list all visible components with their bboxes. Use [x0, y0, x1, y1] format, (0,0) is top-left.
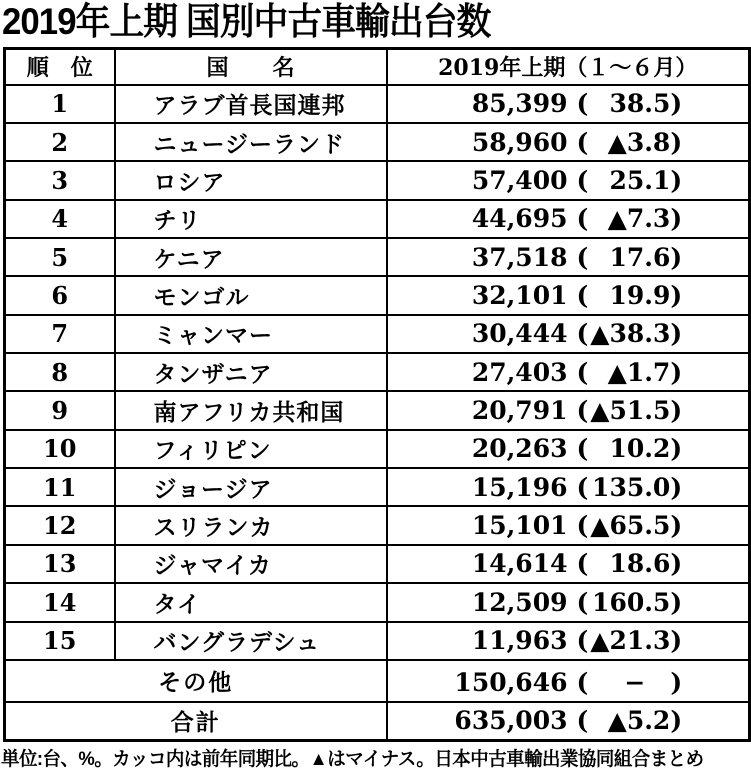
footnote: 単位:台、%。カッコ内は前年同期比。▲はマイナス。日本中古車輸出業協同組合まとめ	[1, 749, 704, 768]
paren-close: )	[670, 626, 683, 656]
country-name: タンザニア	[153, 360, 273, 388]
col-header-country: 国 名	[115, 49, 387, 85]
rank-cell	[5, 468, 115, 506]
export-count: 32,101	[471, 280, 568, 310]
country-cell	[115, 276, 387, 314]
country-cell	[115, 430, 387, 468]
country-name: アラブ首長国連邦	[153, 92, 346, 120]
export-count: 20,791	[471, 396, 568, 426]
paren-close: )	[670, 706, 683, 736]
rank-cell	[5, 506, 115, 544]
rank-value: 2	[51, 127, 69, 157]
rank-cell	[5, 545, 115, 583]
paren-open: (	[576, 511, 589, 541]
rank-cell	[5, 123, 115, 161]
yoy-change: ▲1.7	[607, 357, 671, 387]
rank-value: 7	[51, 319, 69, 349]
value-cell	[387, 161, 750, 199]
paren-open: (	[576, 165, 589, 195]
summary-label-cell	[5, 660, 387, 702]
value-cell	[387, 468, 750, 506]
rank-value: 1	[51, 89, 69, 119]
table-row	[5, 315, 750, 353]
country-cell	[115, 545, 387, 583]
value-cell	[387, 583, 750, 621]
country-cell	[115, 506, 387, 544]
col-header-rank: 順 位	[5, 49, 115, 85]
table-row	[5, 200, 750, 238]
country-name: ロシア	[153, 168, 226, 196]
paren-close: )	[670, 319, 683, 349]
rank-value: 8	[51, 357, 69, 387]
value-group	[426, 549, 706, 578]
value-group	[426, 243, 706, 272]
export-count: 30,444	[471, 319, 568, 349]
paren-open: (	[576, 242, 589, 272]
paren-close: )	[670, 434, 683, 464]
value-cell	[387, 545, 750, 583]
table-row	[5, 238, 750, 276]
export-count: 27,403	[471, 357, 568, 387]
header-row	[5, 49, 750, 85]
value-cell	[387, 430, 750, 468]
yoy-change: ▲21.3	[590, 626, 671, 656]
country-cell	[115, 238, 387, 276]
yoy-change: 19.9	[609, 280, 671, 310]
table-row	[5, 430, 750, 468]
country-cell	[115, 468, 387, 506]
summary-label: その他	[158, 669, 234, 697]
rank-cell	[5, 583, 115, 621]
export-count: 12,509	[471, 587, 568, 617]
rank-value: 5	[51, 242, 69, 272]
value-group	[426, 473, 706, 502]
value-cell	[387, 622, 750, 660]
country-cell	[115, 353, 387, 391]
yoy-change: ▲51.5	[590, 396, 671, 426]
export-count: 57,400	[471, 165, 568, 195]
rank-value: 15	[43, 626, 77, 656]
value-group	[426, 204, 706, 233]
table-row	[5, 123, 750, 161]
paren-open: (	[576, 357, 589, 387]
value-group	[426, 663, 706, 699]
export-count: 20,263	[471, 434, 568, 464]
yoy-change: ▲5.2	[607, 706, 671, 736]
export-count: 11,963	[471, 626, 568, 656]
table-body	[5, 85, 750, 741]
paren-open: (	[576, 667, 589, 697]
value-cell	[387, 391, 750, 429]
country-cell	[115, 391, 387, 429]
country-name: 南アフリカ共和国	[153, 399, 345, 427]
value-cell	[387, 276, 750, 314]
yoy-change: 10.2	[609, 434, 671, 464]
country-cell	[115, 622, 387, 660]
country-name: タイ	[153, 590, 202, 618]
country-cell	[115, 583, 387, 621]
yoy-change: 135.0	[592, 472, 671, 502]
value-cell	[387, 315, 750, 353]
paren-close: )	[670, 587, 683, 617]
rank-value: 6	[51, 280, 69, 310]
country-name: ニュージーランド	[153, 130, 346, 158]
country-name: ケニア	[153, 245, 225, 273]
paren-close: )	[670, 667, 683, 697]
table-row	[5, 85, 750, 123]
country-cell	[115, 200, 387, 238]
export-count: 85,399	[471, 89, 568, 119]
table-row	[5, 468, 750, 506]
rank-cell	[5, 622, 115, 660]
yoy-change: 160.5	[592, 587, 671, 617]
export-count: 14,614	[471, 549, 568, 579]
rank-value: 3	[51, 165, 69, 195]
value-group	[426, 511, 706, 540]
paren-open: (	[576, 127, 589, 157]
table-header	[5, 49, 750, 85]
country-cell	[115, 85, 387, 123]
rank-cell	[5, 276, 115, 314]
yoy-change: 38.5	[609, 89, 671, 119]
table-row	[5, 391, 750, 429]
table-row	[5, 276, 750, 314]
export-count: 58,960	[471, 127, 568, 157]
rank-value: 14	[43, 587, 77, 617]
country-name: ミャンマー	[153, 322, 274, 350]
table-row	[5, 353, 750, 391]
paren-open: (	[576, 587, 589, 617]
yoy-change: −	[624, 667, 671, 697]
paren-close: )	[670, 204, 683, 234]
paren-close: )	[670, 396, 683, 426]
value-cell	[387, 85, 750, 123]
value-cell	[387, 660, 750, 702]
rank-cell	[5, 315, 115, 353]
export-count: 150,646	[454, 667, 568, 697]
paren-open: (	[576, 626, 589, 656]
yoy-change: ▲65.5	[590, 511, 671, 541]
value-cell	[387, 506, 750, 544]
rank-cell	[5, 161, 115, 199]
export-count: 635,003	[454, 706, 568, 736]
paren-close: )	[670, 165, 683, 195]
value-group	[426, 626, 706, 655]
paren-close: )	[670, 242, 683, 272]
rank-value: 13	[43, 549, 77, 579]
export-count: 37,518	[471, 242, 568, 272]
value-cell	[387, 123, 750, 161]
rank-value: 10	[43, 434, 77, 464]
table-row	[5, 161, 750, 199]
value-group	[426, 319, 706, 348]
country-name: バングラデシュ	[153, 629, 321, 657]
value-group	[426, 588, 706, 617]
paren-open: (	[576, 89, 589, 119]
value-group	[426, 706, 706, 735]
table-row	[5, 506, 750, 544]
rank-cell	[5, 430, 115, 468]
country-name: モンゴル	[153, 283, 250, 311]
rank-cell	[5, 200, 115, 238]
rank-value: 9	[51, 396, 69, 426]
export-count: 15,101	[471, 511, 568, 541]
summary-label: 合計	[170, 709, 221, 737]
rank-cell	[5, 353, 115, 391]
table-row	[5, 545, 750, 583]
paren-open: (	[576, 549, 589, 579]
paren-open: (	[576, 396, 589, 426]
paren-close: )	[670, 549, 683, 579]
value-cell	[387, 238, 750, 276]
value-group	[426, 434, 706, 463]
rank-value: 11	[43, 472, 77, 502]
paren-open: (	[576, 280, 589, 310]
yoy-change: ▲3.8	[607, 127, 671, 157]
paren-close: )	[670, 89, 683, 119]
paren-open: (	[576, 706, 589, 736]
value-cell	[387, 200, 750, 238]
value-cell	[387, 353, 750, 391]
yoy-change: 17.6	[609, 242, 671, 272]
summary-label-cell	[5, 702, 387, 741]
value-group	[426, 281, 706, 310]
value-group	[426, 89, 706, 118]
rank-value: 4	[51, 204, 69, 234]
summary-row	[5, 660, 750, 702]
value-cell	[387, 702, 750, 741]
paren-open: (	[576, 319, 589, 349]
export-table	[3, 47, 751, 742]
value-group	[426, 128, 706, 157]
page-title: 2019年上期 国別中古車輸出台数	[2, 1, 491, 42]
summary-row	[5, 702, 750, 741]
value-group	[426, 396, 706, 425]
paren-close: )	[670, 127, 683, 157]
yoy-change: ▲38.3	[590, 319, 671, 349]
paren-close: )	[670, 357, 683, 387]
country-name: フィリピン	[153, 437, 272, 465]
export-count: 44,695	[471, 204, 568, 234]
rank-value: 12	[43, 511, 77, 541]
yoy-change: 18.6	[609, 549, 671, 579]
country-name: ジョージア	[153, 475, 273, 503]
yoy-change: 25.1	[609, 165, 671, 195]
paren-open: (	[576, 204, 589, 234]
country-cell	[115, 123, 387, 161]
export-count: 15,196	[471, 472, 568, 502]
paren-close: )	[670, 280, 683, 310]
paren-open: (	[576, 472, 589, 502]
value-group	[426, 358, 706, 387]
country-cell	[115, 315, 387, 353]
table-row	[5, 583, 750, 621]
country-cell	[115, 161, 387, 199]
table-row	[5, 622, 750, 660]
rank-cell	[5, 238, 115, 276]
rank-cell	[5, 85, 115, 123]
yoy-change: ▲7.3	[607, 204, 671, 234]
col-header-period: 2019年上期（１～６月）	[387, 49, 750, 85]
paren-close: )	[670, 511, 683, 541]
country-name: ジャマイカ	[153, 552, 272, 580]
paren-open: (	[576, 434, 589, 464]
rank-cell	[5, 391, 115, 429]
value-group	[426, 166, 706, 195]
country-name: スリランカ	[153, 514, 274, 542]
country-name: チリ	[153, 207, 202, 235]
paren-close: )	[670, 472, 683, 502]
